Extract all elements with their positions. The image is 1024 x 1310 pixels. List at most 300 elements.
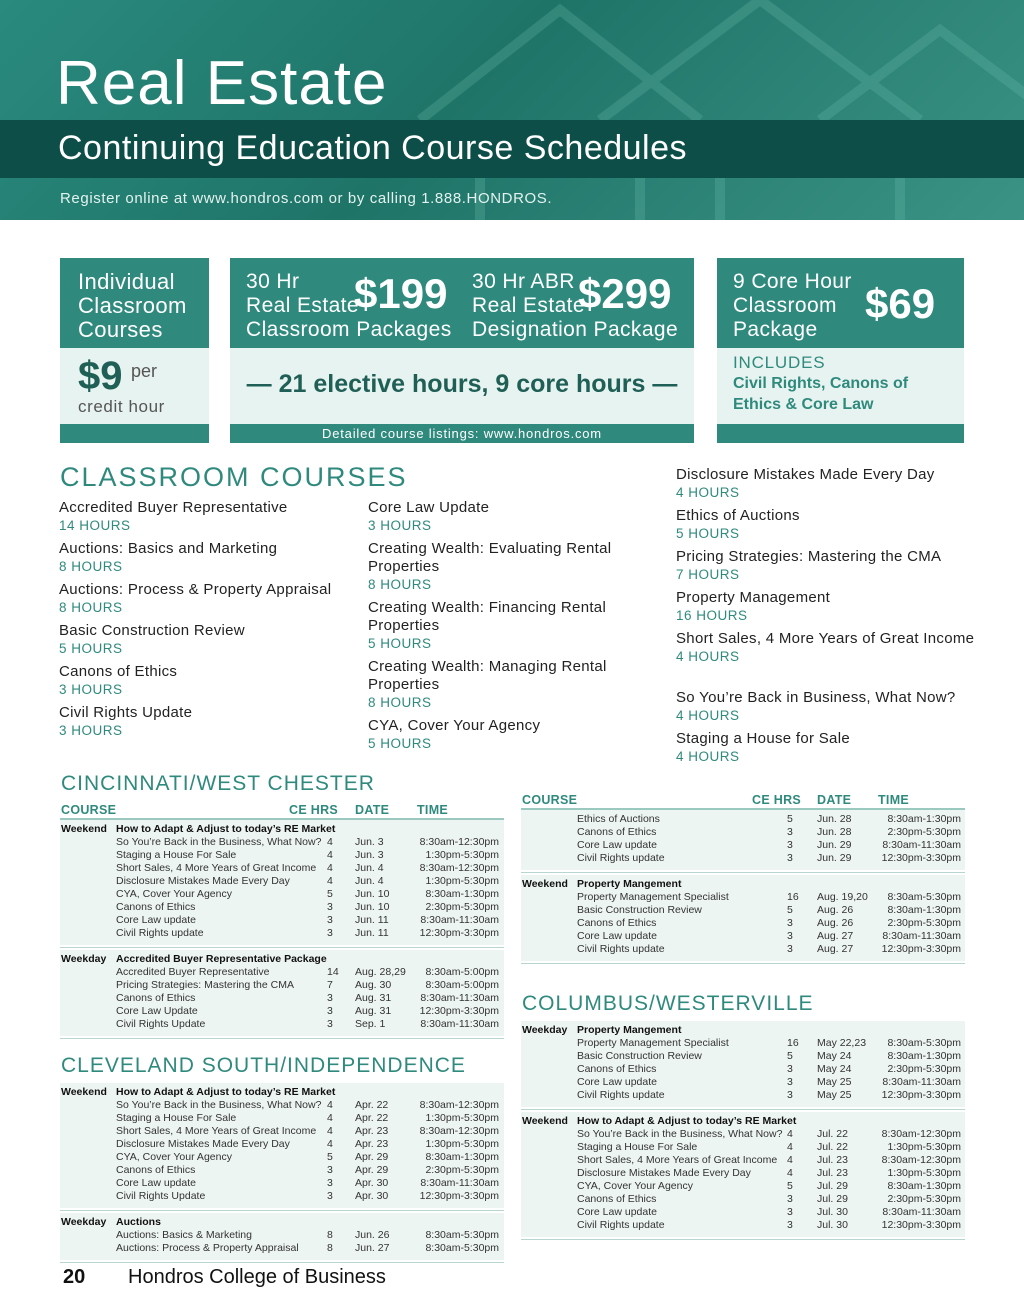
schedule-ce-hrs: 3 [787,1076,793,1088]
schedule-course: Property Management Specialist [577,891,729,903]
course-hours: 4 HOURS [676,749,740,764]
schedule-course: Short Sales, 4 More Years of Great Income [116,862,317,874]
individual-unit: credit hour [78,397,165,416]
columbus-heading: COLUMBUS/WESTERVILLE [522,992,814,1015]
course-hours: 3 HOURS [59,682,123,697]
classroom-courses-heading: CLASSROOM COURSES [60,462,408,492]
schedule-ce-hrs: 3 [327,992,333,1004]
block-rule [60,1038,504,1039]
schedule-ce-hrs: 3 [787,826,793,838]
course-entry [676,466,976,501]
cincinnati-heading: CINCINNATI/WEST CHESTER [61,772,375,795]
schedule-ce-hrs: 4 [787,1128,793,1140]
schedule-time: 1:30pm-5:30pm [425,1112,499,1124]
schedule-course: Basic Construction Review [577,1050,702,1062]
schedule-type-label: Weekday [522,1024,568,1036]
course-entry [59,540,349,575]
course-entry [368,717,658,752]
block-rule [521,963,965,964]
schedule-time: 8:30am-11:30am [882,930,961,942]
core-line-1: 9 Core Hour [733,270,852,293]
individual-price: $9 [78,354,123,398]
schedule-time: 8:30am-1:30pm [887,904,961,916]
course-name: Civil Rights Update [59,704,193,721]
schedule-date: Jun. 28 [817,813,852,825]
schedule-course: Civil Rights update [577,943,665,955]
package-name: Property Mangement [577,1024,682,1036]
footer-org: Hondros College of Business [128,1266,386,1288]
schedule-course: CYA, Cover Your Agency [577,1180,693,1192]
schedule-date: Jun. 10 [355,901,390,913]
schedule-course: Canons of Ethics [116,992,196,1004]
pkgabr-line-1: 30 Hr ABR [472,270,575,293]
schedule-ce-hrs: 4 [327,1099,333,1111]
schedule-time: 8:30am-5:00pm [425,979,499,991]
package-listing-bar [230,424,694,443]
schedule-date: May 24 [817,1063,852,1075]
course-entry [368,540,658,593]
schedule-ce-hrs: 4 [327,875,333,887]
course-entry [676,630,976,665]
col-header-course-right: COURSE [522,793,578,807]
schedule-date: Jul. 29 [817,1180,848,1192]
schedule-time: 8:30am-11:30am [420,992,499,1004]
schedule-ce-hrs: 3 [327,1177,333,1189]
schedule-course: Staging a House For Sale [116,1112,237,1124]
schedule-ce-hrs: 4 [327,1125,333,1137]
schedule-date: Apr. 22 [355,1099,389,1111]
schedule-ce-hrs: 4 [787,1141,793,1153]
col-header-date: DATE [355,803,390,817]
schedule-time: 2:30pm-5:30pm [887,1063,961,1075]
schedule-date: Aug. 27 [817,930,854,942]
schedule-time: 8:30am-11:30am [882,1076,961,1088]
schedule-ce-hrs: 3 [787,1219,793,1231]
schedule-ce-hrs: 5 [327,1151,333,1163]
schedule-course: Pricing Strategies: Mastering the CMA [116,979,294,991]
schedule-course: Canons of Ethics [577,1193,657,1205]
individual-title-1: Individual [78,269,175,294]
schedule-time: 8:30am-11:30am [882,839,961,851]
package-hours-text: — 21 elective hours, 9 core hours — [246,370,678,398]
page-title: Real Estate [56,49,388,118]
schedule-date: Jun. 11 [355,914,389,926]
course-hours: 3 HOURS [368,518,432,533]
schedule-time: 12:30pm-3:30pm [419,927,499,939]
schedule-date: Apr. 29 [355,1151,389,1163]
individual-price-detail [60,348,209,424]
schedule-date: May 25 [817,1076,852,1088]
core-bottom-bar [717,424,964,443]
schedule-ce-hrs: 3 [787,1063,793,1075]
course-name: Basic Construction Review [59,622,245,639]
course-hours: 14 HOURS [59,518,131,533]
package-name: How to Adapt & Adjust to today’s RE Market [116,1086,336,1098]
course-name: Auctions: Process & Property Appraisal [59,581,332,598]
schedule-date: Apr. 23 [355,1125,389,1137]
package-name: Accredited Buyer Representative Package [116,953,327,965]
schedule-time: 12:30pm-3:30pm [419,1190,499,1202]
schedule-time: 2:30pm-5:30pm [887,826,961,838]
schedule-ce-hrs: 5 [787,1050,793,1062]
schedule-course: Auctions: Process & Property Appraisal [116,1242,299,1254]
schedule-date: Apr. 30 [355,1177,389,1189]
schedule-time: 8:30am-5:00pm [425,966,499,978]
schedule-course: Canons of Ethics [116,901,196,913]
schedule-date: Apr. 30 [355,1190,389,1202]
course-name: Auctions: Basics and Marketing [59,540,278,557]
pkgabr-line-2: Real Estate [472,294,585,317]
schedule-course: Core Law update [116,1177,196,1189]
col-header-date-right: DATE [817,793,852,807]
course-hours: 8 HOURS [59,559,123,574]
schedule-date: Jun. 10 [355,888,390,900]
schedule-type-label: Weekend [61,823,107,835]
schedule-time: 1:30pm-5:30pm [887,1167,961,1179]
schedule-time: 8:30am-5:30pm [887,891,961,903]
schedule-time: 1:30pm-5:30pm [887,1141,961,1153]
schedule-date: Aug. 19,20 [817,891,868,903]
core-line-2: Classroom [733,294,837,317]
schedule-date: Apr. 29 [355,1164,389,1176]
schedule-ce-hrs: 4 [327,1112,333,1124]
course-name: Canons of Ethics [59,663,178,680]
schedule-course: So You’re Back in the Business, What Now? [116,1099,322,1111]
schedule-date: Aug. 26 [817,904,854,916]
course-entry [676,689,976,724]
schedule-date: Aug. 28,29 [355,966,406,978]
course-entry [59,622,349,657]
schedule-course: Short Sales, 4 More Years of Great Income [116,1125,317,1137]
schedule-date: Jun. 4 [355,862,384,874]
individual-title-3: Courses [78,317,163,342]
course-hours: 5 HOURS [368,636,432,651]
schedule-date: Jul. 30 [817,1206,848,1218]
course-hours: 5 HOURS [59,641,123,656]
core-includes-label: INCLUDES [733,353,826,372]
schedule-date: Jun. 3 [355,849,384,861]
course-entry [368,658,658,711]
schedule-ce-hrs: 4 [327,862,333,874]
schedule-course: Civil Rights update [577,852,665,864]
course-entry [676,589,976,624]
core-includes-2: Ethics & Core Law [733,396,874,413]
schedule-time: 8:30am-5:30pm [425,1229,499,1241]
schedule-course: Disclosure Mistakes Made Every Day [577,1167,751,1179]
course-hours: 7 HOURS [676,567,740,582]
course-entry [59,663,349,698]
schedule-date: Jun. 3 [355,836,384,848]
col-header-course: COURSE [61,803,117,817]
schedule-ce-hrs: 5 [787,1180,793,1192]
schedule-date: Jun. 28 [817,826,852,838]
schedule-time: 8:30am-12:30pm [881,1154,961,1166]
core-includes-1: Civil Rights, Canons of [733,375,909,392]
block-rule [60,947,504,948]
schedule-time: 8:30am-12:30pm [881,1128,961,1140]
schedule-date: May 22,23 [817,1037,867,1049]
core-line-3: Package [733,318,818,341]
header-banner [0,0,1024,220]
schedule-type-label: Weekday [61,953,107,965]
schedule-date: May 24 [817,1050,852,1062]
course-name: Property Management [676,589,831,606]
schedule-ce-hrs: 8 [327,1229,333,1241]
schedule-course: Staging a House For Sale [116,849,237,861]
schedule-time: 8:30am-11:30am [882,1206,961,1218]
course-hours: 3 HOURS [59,723,123,738]
schedule-ce-hrs: 3 [787,1193,793,1205]
course-entry [368,599,658,652]
col-header-ce-hrs: CE HRS [289,803,339,817]
page-subtitle: Continuing Education Course Schedules [58,129,688,167]
course-hours: 4 HOURS [676,485,740,500]
schedule-course: Core Law update [577,1206,657,1218]
package-hours-box [230,348,694,424]
schedule-time: 2:30pm-5:30pm [425,1164,499,1176]
schedule-course: Property Management Specialist [577,1037,729,1049]
schedule-time: 8:30am-1:30pm [887,813,961,825]
schedule-course: Accredited Buyer Representative [116,966,270,978]
schedule-date: Apr. 22 [355,1112,389,1124]
col-header-time: TIME [417,803,449,817]
block-rule [60,1262,504,1263]
schedule-time: 1:30pm-5:30pm [425,1138,499,1150]
schedule-course: Civil Rights update [577,1089,665,1101]
package-name: Auctions [116,1216,161,1228]
pkgabr-price: $299 [578,270,672,317]
schedule-ce-hrs: 3 [787,852,793,864]
pkg30-price: $199 [354,270,448,317]
schedule-date: May 25 [817,1089,852,1101]
schedule-course: So You’re Back in the Business, What Now? [577,1128,783,1140]
schedule-time: 2:30pm-5:30pm [425,901,499,913]
schedule-time: 8:30am-5:30pm [887,1037,961,1049]
pkg30-line-3: Classroom Packages [246,318,452,341]
schedule-date: Jun. 4 [355,875,384,887]
block-rule [521,1109,965,1110]
schedule-ce-hrs: 3 [327,1164,333,1176]
schedule-course: Canons of Ethics [116,1164,196,1176]
schedule-ce-hrs: 3 [787,930,793,942]
schedule-ce-hrs: 3 [327,901,333,913]
course-hours: 4 HOURS [676,649,740,664]
course-name: Creating Wealth: Evaluating Rental Properties [368,540,612,575]
schedule-ce-hrs: 3 [787,917,793,929]
schedule-course: CYA, Cover Your Agency [116,1151,232,1163]
individual-bottom-bar [60,424,209,443]
course-hours: 5 HOURS [368,736,432,751]
schedule-ce-hrs: 3 [787,839,793,851]
schedule-course: Disclosure Mistakes Made Every Day [116,1138,290,1150]
col-header-ce-hrs-right: CE HRS [752,793,802,807]
schedule-date: Jun. 26 [355,1229,390,1241]
schedule-date: Jun. 29 [817,839,852,851]
course-entry [59,581,349,616]
schedule-date: Apr. 23 [355,1138,389,1150]
schedule-time: 8:30am-12:30pm [419,1099,499,1111]
schedule-time: 8:30am-12:30pm [419,836,499,848]
schedule-ce-hrs: 4 [787,1167,793,1179]
schedule-time: 8:30am-1:30pm [425,888,499,900]
course-name: So You’re Back in Business, What Now? [676,689,956,706]
schedule-course: Core Law update [577,930,657,942]
course-name: Ethics of Auctions [676,507,800,524]
individual-price-box [60,258,209,348]
individual-title-2: Classroom [78,293,187,318]
core-includes-box [717,348,964,424]
schedule-course: CYA, Cover Your Agency [116,888,232,900]
schedule-time: 12:30pm-3:30pm [881,852,961,864]
schedule-ce-hrs: 3 [327,1018,333,1030]
course-name: Pricing Strategies: Mastering the CMA [676,548,942,565]
schedule-ce-hrs: 3 [327,927,333,939]
schedule-course: Core Law Update [116,1005,198,1017]
schedule-ce-hrs: 3 [327,1005,333,1017]
schedule-ce-hrs: 4 [327,1138,333,1150]
schedule-course: Core Law update [577,839,657,851]
course-entry [676,548,976,583]
schedule-date: Aug. 31 [355,1005,392,1017]
schedule-ce-hrs: 3 [327,914,333,926]
schedule-ce-hrs: 3 [787,943,793,955]
register-note: Register online at www.hondros.com or by calling 1.888.HONDROS. [60,190,553,207]
course-entry [676,507,976,542]
course-name: Creating Wealth: Managing Rental Properties [368,658,607,693]
page-number: 20 [63,1266,86,1288]
schedule-date: Jul. 23 [817,1154,848,1166]
schedule-time: 8:30am-1:30pm [887,1050,961,1062]
schedule-time: 2:30pm-5:30pm [887,1193,961,1205]
block-rule [521,872,965,873]
schedule-course: Canons of Ethics [577,826,657,838]
schedule-time: 8:30am-11:30am [420,1177,499,1189]
schedule-date: Jul. 30 [817,1219,848,1231]
course-name: Creating Wealth: Financing Rental Properties [368,599,607,634]
schedule-date: Jun. 11 [355,927,389,939]
schedule-ce-hrs: 14 [327,966,339,978]
schedule-time: 8:30am-1:30pm [887,1180,961,1192]
package-name: Property Mangement [577,878,682,890]
schedule-course: So You’re Back in the Business, What Now? [116,836,322,848]
pkg30-line-2: Real Estate [246,294,359,317]
course-listing-link[interactable]: Detailed course listings: www.hondros.com [322,426,602,441]
schedule-date: Jul. 29 [817,1193,848,1205]
course-name: Disclosure Mistakes Made Every Day [676,466,935,483]
individual-per: per [130,361,157,381]
course-name: Short Sales, 4 More Years of Great Income [676,630,975,647]
course-entry [59,499,349,534]
package-price-box [230,258,694,348]
schedule-ce-hrs: 4 [787,1154,793,1166]
schedule-time: 12:30pm-3:30pm [881,1219,961,1231]
course-name: Accredited Buyer Representative [59,499,288,516]
schedule-date: Aug. 31 [355,992,392,1004]
schedule-time: 12:30pm-3:30pm [881,1089,961,1101]
schedule-course: Basic Construction Review [577,904,702,916]
schedule-type-label: Weekend [522,878,568,890]
schedule-course: Core Law update [577,1076,657,1088]
schedule-time: 8:30am-11:30am [420,914,499,926]
pkg30-line-1: 30 Hr [246,270,300,293]
core-price-box [717,258,964,348]
schedule-date: Aug. 30 [355,979,392,991]
course-entry [368,499,658,534]
course-hours: 8 HOURS [368,577,432,592]
schedule-time: 8:30am-12:30pm [419,862,499,874]
schedule-ce-hrs: 3 [327,1190,333,1202]
schedule-course: Civil Rights Update [116,1190,206,1202]
schedule-ce-hrs: 16 [787,891,799,903]
schedule-course: Civil Rights update [577,1219,665,1231]
schedule-ce-hrs: 5 [327,888,333,900]
schedule-course: Civil Rights Update [116,1018,206,1030]
col-header-time-right: TIME [878,793,910,807]
course-hours: 16 HOURS [676,608,748,623]
schedule-date: Jun. 29 [817,852,852,864]
course-name: Staging a House for Sale [676,730,850,747]
schedule-time: 8:30am-5:30pm [425,1242,499,1254]
schedule-time: 1:30pm-5:30pm [425,849,499,861]
schedule-time: 8:30am-11:30am [420,1018,499,1030]
schedule-ce-hrs: 5 [787,813,793,825]
schedule-course: Short Sales, 4 More Years of Great Income [577,1154,778,1166]
schedule-date: Aug. 26 [817,917,854,929]
package-name: How to Adapt & Adjust to today’s RE Market [116,823,336,835]
schedule-ce-hrs: 5 [787,904,793,916]
course-entry [676,730,976,765]
schedule-type-label: Weekend [61,1086,107,1098]
schedule-date: Jul. 23 [817,1167,848,1179]
schedule-type-label: Weekend [522,1115,568,1127]
schedule-ce-hrs: 16 [787,1037,799,1049]
core-price: $69 [865,280,936,327]
schedule-course: Disclosure Mistakes Made Every Day [116,875,290,887]
schedule-date: Aug. 27 [817,943,854,955]
schedule-ce-hrs: 3 [787,1206,793,1218]
schedule-course: Auctions: Basics & Marketing [116,1229,252,1241]
schedule-type-label: Weekday [61,1216,107,1228]
package-name: How to Adapt & Adjust to today’s RE Market [577,1115,797,1127]
schedule-time: 8:30am-1:30pm [425,1151,499,1163]
course-hours: 4 HOURS [676,708,740,723]
schedule-course: Civil Rights update [116,927,204,939]
course-name: CYA, Cover Your Agency [368,717,541,734]
schedule-ce-hrs: 8 [327,1242,333,1254]
schedule-ce-hrs: 4 [327,849,333,861]
schedule-date: Sep. 1 [355,1018,386,1030]
course-hours: 8 HOURS [59,600,123,615]
schedule-time: 2:30pm-5:30pm [887,917,961,929]
course-name: Core Law Update [368,499,490,516]
pkgabr-line-3: Designation Package [472,318,679,341]
schedule-course: Canons of Ethics [577,917,657,929]
schedule-time: 8:30am-12:30pm [419,1125,499,1137]
schedule-course: Staging a House For Sale [577,1141,698,1153]
course-hours: 5 HOURS [676,526,740,541]
schedule-ce-hrs: 7 [327,979,333,991]
schedule-course: Ethics of Auctions [577,813,660,825]
block-rule [521,1239,965,1240]
schedule-date: Jul. 22 [817,1141,848,1153]
schedule-time: 1:30pm-5:30pm [425,875,499,887]
schedule-ce-hrs: 3 [787,1089,793,1101]
block-rule [60,1210,504,1211]
schedule-date: Jul. 22 [817,1128,848,1140]
schedule-course: Canons of Ethics [577,1063,657,1075]
schedule-time: 12:30pm-3:30pm [881,943,961,955]
course-entry [59,704,349,739]
